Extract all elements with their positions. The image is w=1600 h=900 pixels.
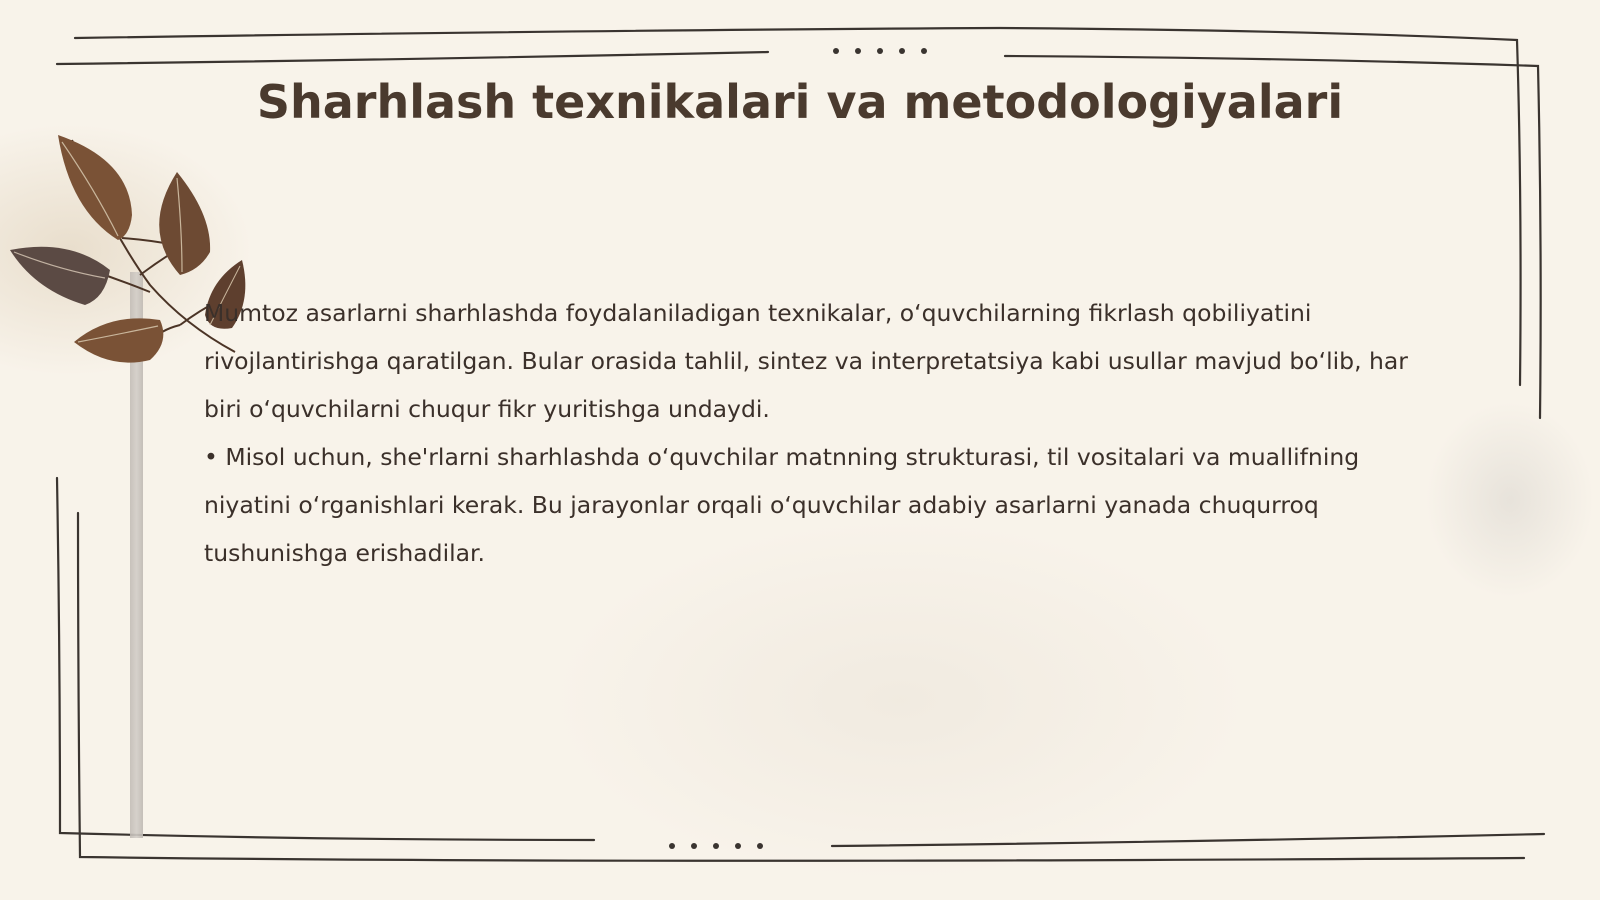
body-paragraph-2: • Misol uchun, she'rlarni sharhlashda o‘quvchilar matnning strukturasi, til vositalari va muallifning niyatini o‘rganishlari kerak. Bu jarayonlar orqali o‘quvchilar adabiy asarlarni yanada chuqurroq tushunishga erishadilar. <box>204 443 1360 567</box>
body-paragraph-1: Mumtoz asarlarni sharhlashda foydalaniladigan texnikalar, o‘quvchilarning fikrlash qobiliyatini rivojlantirishga qaratilgan. Bular orasida tahlil, sintez va interpretatsiya kabi usullar mavjud bo‘lib, har biri o‘quvchilarni chuqur fikr yuritishga undaydi. <box>204 299 1408 423</box>
bottom-dots-icon <box>669 843 763 849</box>
slide-body <box>204 289 1414 577</box>
top-dots-icon <box>833 48 927 54</box>
slide-title: Sharhlash texnikalari va metodologiyalari <box>256 75 1344 129</box>
